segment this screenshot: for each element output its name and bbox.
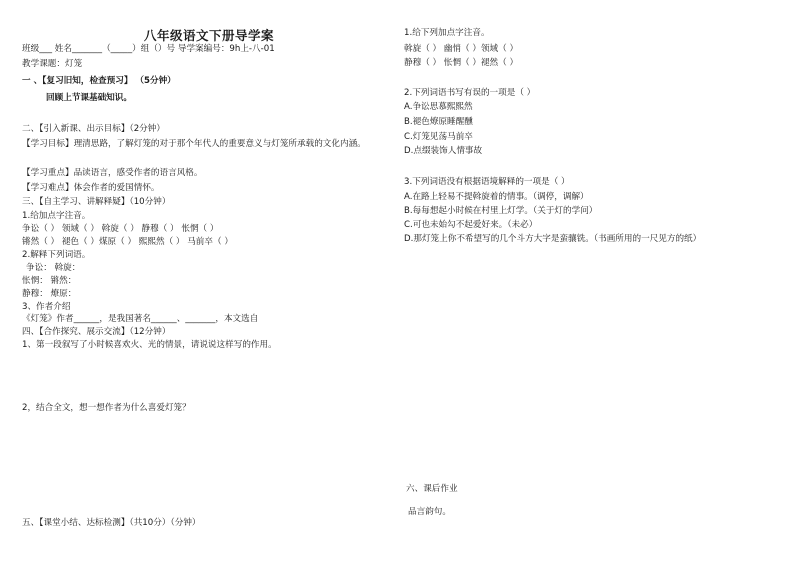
student-info-line: 班级___ 姓名_______（_____）组（）号 导学案编号：9h上-八-01 xyxy=(22,44,275,54)
right-question-1-row-2: 静穆（ ） 怅惘（ ）褪然（ ） xyxy=(404,58,519,68)
section-4-heading: 四、【合作探究、展示交流】（12分钟） xyxy=(22,327,171,337)
section-4-question-1: 1、第一段叙写了小时候喜欢火、光的情景，请说说这样写的作用。 xyxy=(22,340,277,350)
section-4-question-2: 2，结合全文，想一想作者为什么喜爱灯笼？ xyxy=(22,403,191,413)
right-question-2-option-c: C.灯笼见荡马前卒 xyxy=(404,132,473,142)
question-3-label: 3、作者介绍 xyxy=(22,302,71,312)
lesson-topic: 教学课题：灯笼 xyxy=(22,59,83,69)
right-question-2-label: 2.下列词语书写有误的一项是（ ） xyxy=(404,88,536,98)
right-question-2-option-b: B.褪色燎原睡醒醺 xyxy=(404,117,473,127)
question-3-text: 《灯笼》作者______，是我国著名______、_______，本文选自 xyxy=(22,314,259,324)
right-question-1-row-1: 斡旋（ ） 幽悄（ ）领域（ ） xyxy=(404,44,519,54)
question-1-label: 1.给加点字注音。 xyxy=(22,211,91,221)
section-1-body: 回顾上节课基础知识。 xyxy=(46,93,132,103)
section-5-heading: 五、【课堂小结、达标检测】（共10分）（分钟） xyxy=(22,518,201,528)
right-question-3-label: 3.下列词语没有根据语境解释的一项是（ ） xyxy=(404,177,570,187)
learning-goal: 【学习目标】理清思路，了解灯笼的对于那个年代人的重要意义与灯笼所承载的文化内涵。 xyxy=(22,139,366,149)
right-question-3-option-a: A.在路上轻易不提斡旋着的情事。（调停，调解） xyxy=(404,192,589,202)
learning-focus: 【学习重点】品读语言，感受作者的语言风格。 xyxy=(22,168,203,178)
right-question-1-label: 1.给下列加点字注音。 xyxy=(404,28,490,38)
learning-difficulty: 【学习难点】体会作者的爱国情怀。 xyxy=(22,183,160,193)
question-2-item-a: 争讼： 斡旋： xyxy=(26,263,81,273)
section-3-heading: 三、【自主学习、讲解释疑】（10分钟） xyxy=(22,197,171,207)
page-title: 八年级语文下册导学案 xyxy=(144,28,275,43)
section-6-heading: 六、课后作业 xyxy=(406,484,458,494)
question-2-label: 2.解释下列词语。 xyxy=(22,250,91,260)
question-1-row-2: 锵然（ ） 褪色（ ）煤原（ ） 熙熙然（ ） 马前卒（ ） xyxy=(22,237,233,247)
section-1-heading: 一 、【复习旧知，检查预习】 （5分钟） xyxy=(22,76,176,86)
section-2-heading: 二、【引入新课、出示目标】（2分钟） xyxy=(22,124,165,134)
right-question-3-option-b: B.每每想起小时候在村里上灯学。（关于灯的学问） xyxy=(404,206,598,216)
right-question-2-option-d: D.点缀装饰人情事故 xyxy=(404,146,483,156)
section-6-body: 品言韵句。 xyxy=(408,507,451,517)
right-question-3-option-d: D.那灯笼上你不希望写的几个斗方大字是蛮骧铣。（书画所用的一尺见方的纸） xyxy=(404,234,702,244)
question-2-item-c: 静穆： 燎原： xyxy=(22,289,77,299)
right-question-2-option-a: A.争讼思慕熙熙然 xyxy=(404,102,473,112)
right-question-3-option-c: C.可也未始勾不起爱好来。（未必） xyxy=(404,220,538,230)
question-1-row-1: 争讼（ ） 领域（ ） 斡旋（ ） 静穆（ ） 怅惘（ ） xyxy=(22,224,219,234)
question-2-item-b: 怅惘： 锵然： xyxy=(22,276,77,286)
